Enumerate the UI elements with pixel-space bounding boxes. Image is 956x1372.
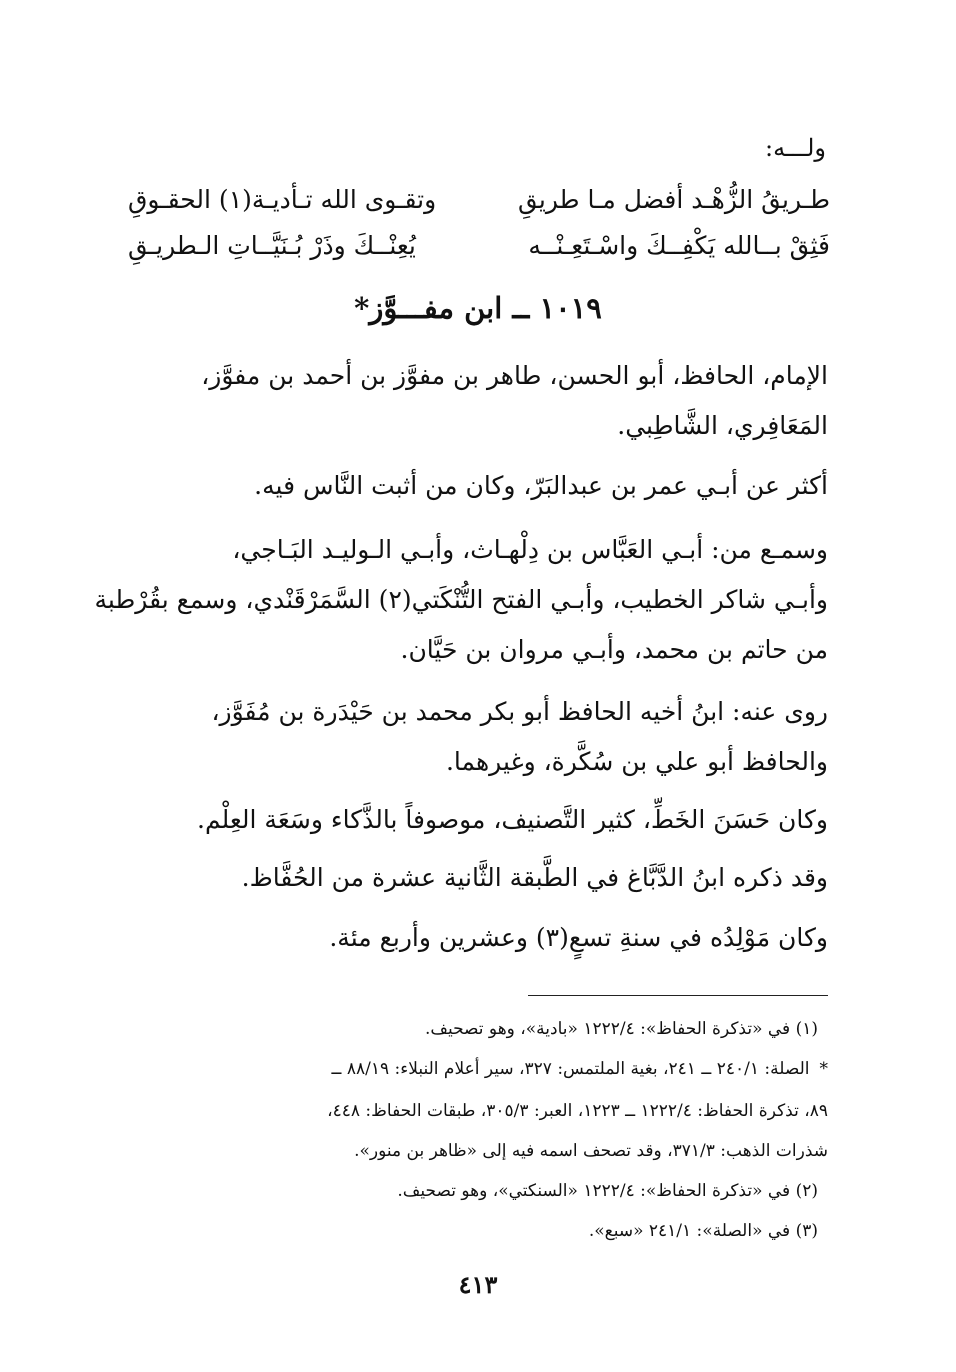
- intro-text: ولـــه:: [765, 134, 826, 162]
- paragraph-line: وأبـي شاكر الخطيب، وأبـي الفتح التُّنْكَتي(٢) السَّمَرْقَنْدي، وسمع بقُرْطبة: [94, 585, 828, 614]
- paragraph-line: وكان حَسَنَ الخَطِّ، كثير التَّصنيف، موصوفاً بالذَّكاء وسَعَة العِلْم.: [197, 805, 828, 834]
- poem-hemistich: وتقـوى الله تـأديـة(١) الحقـوقِ: [128, 185, 437, 214]
- footnote-line: ٨٩، تذكرة الحفاظ: ١٢٢٢/٤ ــ ١٢٢٣، العبر: ٣٠٥/٣، طبقات الحفاظ: ٤٤٨،: [327, 1101, 828, 1121]
- footnote-line: الصلة: ٢٤٠/١ ــ ٢٤١، بغية الملتمس: ٣٢٧، سير أعلام النبلاء: ٨٨/١٩ ــ: [331, 1059, 810, 1079]
- star-mark: *: [819, 1059, 828, 1079]
- paragraph-line: وكان مَوْلِدُه في سنةِ تسعٍ(٣) وعشرين وأربع مئة.: [329, 923, 828, 952]
- paragraph-line: المَعَافِري، الشَّاطِبي.: [617, 411, 828, 440]
- footnote: (١) في «تذكرة الحفاظ»: ١٢٢٢/٤ «بادية»، وهو تصحيف.: [424, 1019, 818, 1039]
- footnote: (٣) في «الصلة»: ٢٤١/١ «سبع».: [588, 1221, 818, 1241]
- paragraph-line: من حاتم بن محمد، وأبـي مروان بن حَيَّان.: [400, 635, 828, 664]
- paragraph-line: وقد ذكره ابنُ الدَّبَّاغ في الطَّبقة الثَّانية عشرة من الحُفَّاظ.: [241, 863, 828, 892]
- poem-hemistich: طـريقُ الزُّهْـد أفضل مـا طريقِ: [518, 185, 830, 214]
- entry-heading: ١٠١٩ ــ ابن مفـــوَّز*: [354, 291, 602, 325]
- poem-verse: [128, 224, 830, 268]
- footnote: (٢) في «تذكرة الحفاظ»: ١٢٢٢/٤ «السنكتي»، وهو تصحيف.: [397, 1181, 818, 1201]
- footnote-line: شذرات الذهب: ٣٧١/٣، وقد تصحف اسمه فيه إلى «ظاهر بن منور».: [354, 1141, 828, 1161]
- paragraph-line: والحافظ أبو علي بن سُكَّرة، وغيرهما.: [445, 747, 828, 776]
- footnote-divider: [528, 995, 828, 996]
- paragraph-line: أكثر عن أبـي عمر بن عبدالبَرّ، وكان من أثبت النَّاس فيه.: [254, 471, 828, 500]
- poem-verse: [128, 178, 830, 222]
- footnote-sources: [128, 1054, 828, 1084]
- poem-hemistich: يُعِنْــكَ وذَرْ بُـنَيَّــاتِ الـطريـقِ: [128, 231, 416, 260]
- paragraph-line: وسمـع من: أبـي العَبَّاس بن دِلْهـاث، وأبـي الـوليـد البَـاجي،: [232, 535, 828, 564]
- paragraph-line: روى عنه: ابنُ أخيه الحافظ أبو بكر محمد بن حَيْدَرة بن مُفَوَّز،: [211, 697, 828, 726]
- paragraph-line: الإمام، الحافظ، أبو الحسن، طاهر بن مفوَّز بن أحمد بن مفوَّز،: [201, 361, 828, 390]
- poem-hemistich: فَثِقْ بــالله يَكْفِــكَ واسْـتَعِـنْــه: [528, 231, 830, 260]
- page-number: ٤١٣: [458, 1270, 498, 1299]
